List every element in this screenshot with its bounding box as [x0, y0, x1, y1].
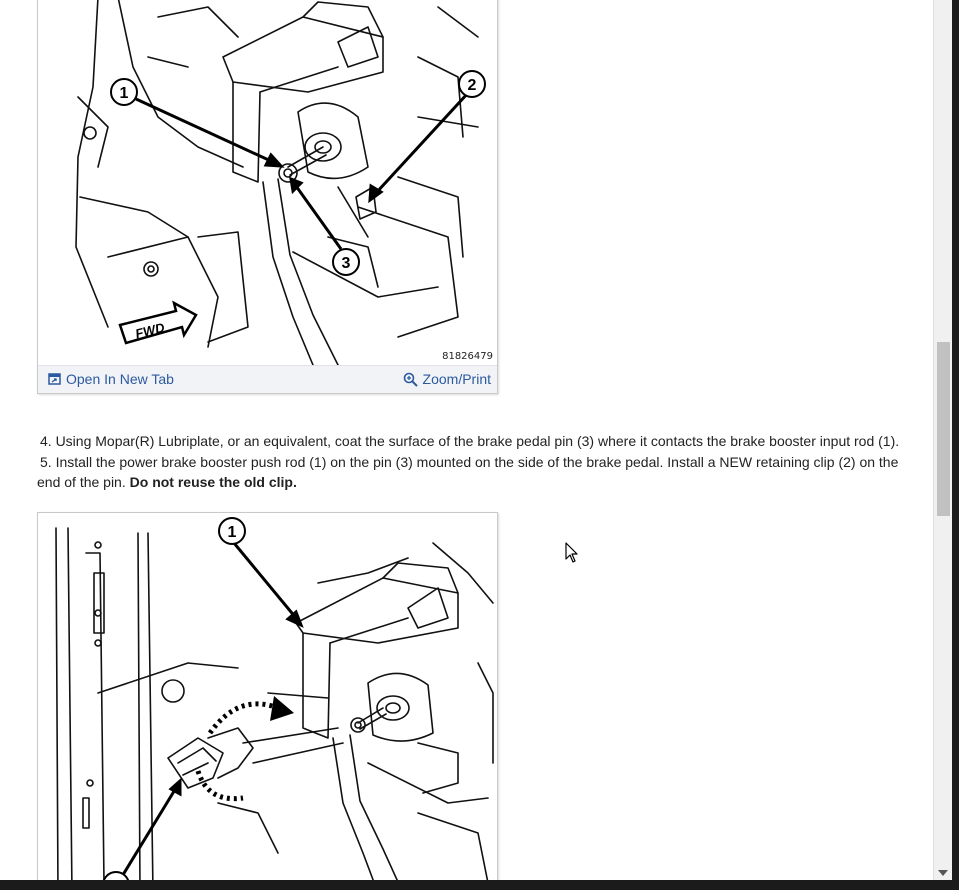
booster-push-rod-illustration [38, 513, 497, 880]
mouse-cursor-icon [565, 542, 579, 564]
open-in-new-tab-link[interactable] [48, 371, 174, 387]
callout-3 [333, 249, 359, 275]
step-5-warning: Do not reuse the old clip. [129, 474, 297, 490]
callout-2 [459, 71, 485, 97]
zoom-print-link[interactable] [403, 371, 491, 387]
fwd-arrow-icon [120, 303, 196, 343]
step-4-text: 4. Using Mopar(R) Lubriplate, or an equivalent, coat the surface of the brake pedal pin (3) where it contacts the brake booster input rod (1). [40, 433, 900, 449]
figure-booster-push-rod [37, 512, 498, 880]
svg-text:1: 1 [227, 524, 237, 541]
svg-text:1: 1 [119, 85, 129, 102]
scroll-down-arrow-icon[interactable] [938, 870, 948, 876]
callout-1 [219, 518, 245, 544]
svg-text:FWD: FWD [133, 319, 167, 342]
figure-image-id: 81826479 [442, 351, 493, 362]
magnifier-plus-icon [403, 372, 418, 387]
scrollbar-thumb[interactable] [937, 342, 950, 516]
svg-text:2: 2 [467, 77, 477, 94]
brake-pedal-illustration [38, 0, 497, 365]
figure-brake-pedal-pin [37, 0, 498, 394]
zoom-print-label: Zoom/Print [422, 371, 491, 387]
figure-footer [38, 365, 497, 393]
step-5 [37, 452, 917, 493]
vertical-scrollbar[interactable] [933, 0, 952, 880]
open-in-new-tab-label: Open In New Tab [66, 371, 174, 387]
step-5-text: 5. Install the power brake booster push rod (1) on the pin (3) mounted on the side of the brake pedal. Install a NEW retaining clip (2) on the end of the pin. [37, 453, 899, 490]
callout-1 [111, 79, 137, 105]
svg-text:3: 3 [341, 255, 351, 272]
instruction-steps [37, 431, 917, 493]
open-in-new-tab-icon [48, 373, 61, 386]
